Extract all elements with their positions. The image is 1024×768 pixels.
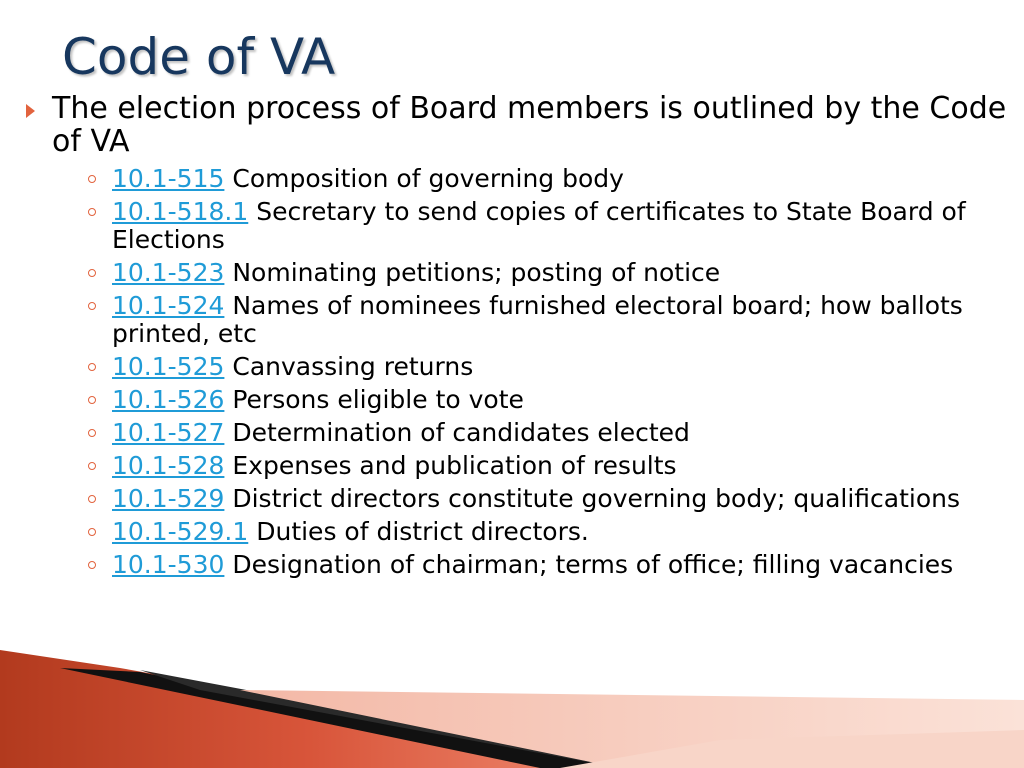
- slide-content: [20, 92, 1010, 584]
- code-section-link[interactable]: 10.1-529.1: [112, 517, 249, 546]
- code-section-link[interactable]: 10.1-518.1: [112, 197, 249, 226]
- section-description: Designation of chairman; terms of office; filling vacancies: [232, 550, 954, 579]
- section-description: Secretary to send copies of certificates to State Board of Elections: [112, 197, 966, 254]
- list-item: [52, 452, 1010, 480]
- section-description: Canvassing returns: [232, 352, 474, 381]
- section-description: Persons eligible to vote: [232, 385, 524, 414]
- section-description: Determination of candidates elected: [232, 418, 690, 447]
- section-description: District directors constitute governing body; qualifications: [232, 484, 961, 513]
- section-description: Composition of governing body: [232, 164, 624, 193]
- list-item: [52, 259, 1010, 287]
- circle-bullet-icon: [88, 462, 96, 470]
- list-item: [52, 518, 1010, 546]
- code-section-link[interactable]: 10.1-527: [112, 418, 225, 447]
- code-section-link[interactable]: 10.1-528: [112, 451, 225, 480]
- list-item: [52, 353, 1010, 381]
- code-section-link[interactable]: 10.1-530: [112, 550, 225, 579]
- list-item: [52, 485, 1010, 513]
- code-section-link[interactable]: 10.1-515: [112, 164, 225, 193]
- code-section-link[interactable]: 10.1-525: [112, 352, 225, 381]
- section-description: Nominating petitions; posting of notice: [232, 258, 721, 287]
- circle-bullet-icon: [88, 495, 96, 503]
- list-item: [52, 386, 1010, 414]
- circle-bullet-icon: [88, 429, 96, 437]
- section-description: Names of nominees furnished electoral board; how ballots printed, etc: [112, 291, 963, 348]
- code-section-link[interactable]: 10.1-524: [112, 291, 225, 320]
- circle-bullet-icon: [88, 528, 96, 536]
- circle-bullet-icon: [88, 208, 96, 216]
- code-section-link[interactable]: 10.1-529: [112, 484, 225, 513]
- list-item: [52, 551, 1010, 579]
- code-section-list: [52, 165, 1010, 579]
- list-item: [52, 292, 1010, 348]
- circle-bullet-icon: [88, 175, 96, 183]
- code-section-link[interactable]: 10.1-523: [112, 258, 225, 287]
- circle-bullet-icon: [88, 302, 96, 310]
- list-item: [52, 165, 1010, 193]
- circle-bullet-icon: [88, 561, 96, 569]
- main-bullet-text: The election process of Board members is outlined by the Code of VA: [52, 91, 1007, 159]
- list-item: [52, 419, 1010, 447]
- circle-bullet-icon: [88, 269, 96, 277]
- circle-bullet-icon: [88, 396, 96, 404]
- circle-bullet-icon: [88, 363, 96, 371]
- arrow-bullet-icon: [26, 104, 35, 118]
- list-item: [52, 198, 1010, 254]
- slide-title: Code of VA: [62, 28, 336, 86]
- main-bullet: [20, 92, 1010, 579]
- section-description: Duties of district directors.: [256, 517, 589, 546]
- section-description: Expenses and publication of results: [232, 451, 677, 480]
- code-section-link[interactable]: 10.1-526: [112, 385, 225, 414]
